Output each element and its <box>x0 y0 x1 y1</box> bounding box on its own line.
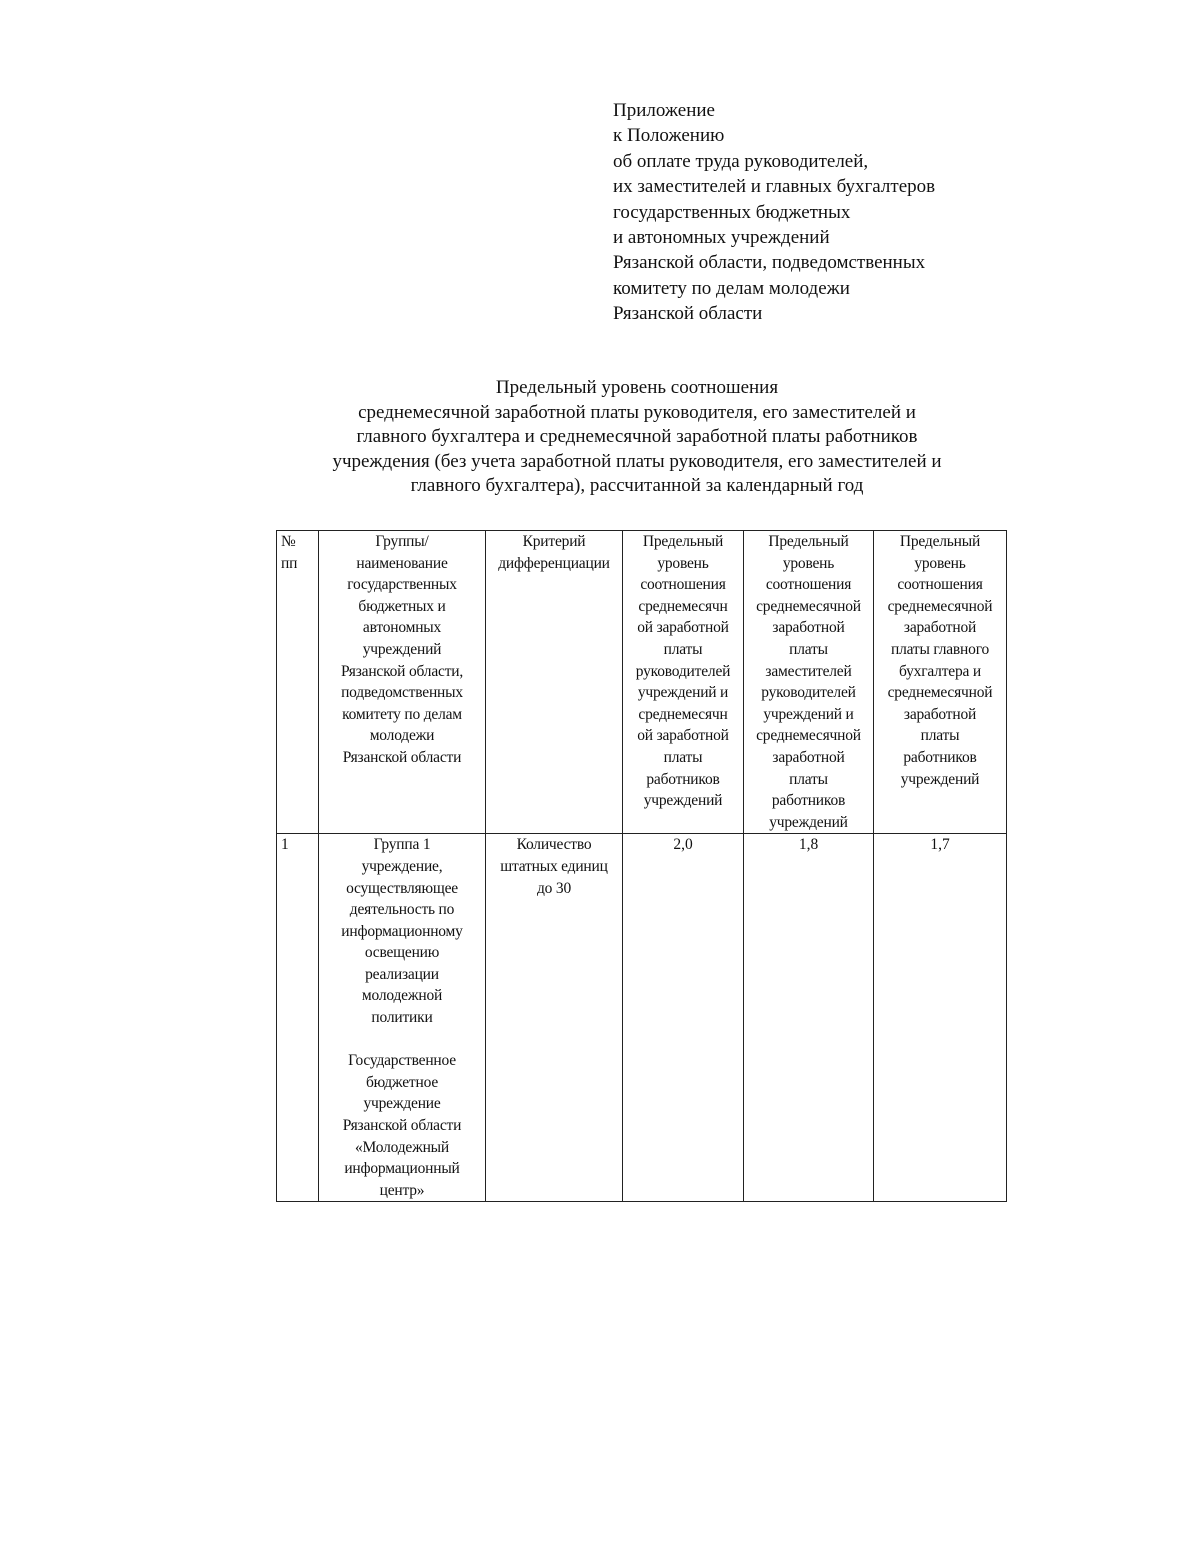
table-row <box>277 834 1007 1202</box>
header-head-ratio: Предельный уровень соотношения среднемесячн ой заработной платы руководителей учреждений и среднемесячн ой заработной платы работников учреждений <box>623 531 744 834</box>
annex-line: Рязанской области <box>613 303 763 325</box>
annex-line: Рязанской области, подведомственных <box>613 252 926 274</box>
annex-reference <box>613 98 935 327</box>
title-line: Предельный уровень соотношения <box>495 377 779 398</box>
row-deputy-ratio: 1,8 <box>744 834 874 1202</box>
row-criterion: Количество штатных единиц до 30 <box>486 834 623 1202</box>
title-line: среднемесячной заработной платы руководителя, его заместителей и <box>358 401 916 423</box>
annex-line: Приложение <box>613 100 715 121</box>
title-line: учреждения (без учета заработной платы руководителя, его заместителей и <box>332 450 942 472</box>
header-criterion: Критерий дифференциации <box>486 531 623 834</box>
annex-line: и автономных учреждений <box>613 227 830 249</box>
annex-line: государственных бюджетных <box>613 201 851 223</box>
row-num: 1 <box>277 834 319 1202</box>
header-group: Группы/ наименование государственных бюджетных и автономных учреждений Рязанской области, подведомственных комитету по делам молодежи Рязанской области <box>319 531 486 834</box>
annex-line: к Положению <box>613 125 725 147</box>
header-num: № пп <box>277 531 319 834</box>
row-head-ratio: 2,0 <box>623 834 744 1202</box>
row-accountant-ratio: 1,7 <box>874 834 1007 1202</box>
document-title <box>230 376 1044 499</box>
title-line: главного бухгалтера), рассчитанной за календарный год <box>410 475 864 497</box>
title-line: главного бухгалтера и среднемесячной заработной платы работников <box>356 426 918 448</box>
ratio-table <box>276 530 1007 1202</box>
header-deputy-ratio: Предельный уровень соотношения среднемесячной заработной платы заместителей руководителей учреждений и среднемесячной заработной платы работников учреждений <box>744 531 874 834</box>
annex-line: комитету по делам молодежи <box>613 277 850 299</box>
header-accountant-ratio: Предельный уровень соотношения среднемесячной заработной платы главного бухгалтера и среднемесячной заработной платы работников учреждений <box>874 531 1007 834</box>
annex-line: их заместителей и главных бухгалтеров <box>613 176 936 198</box>
annex-line: об оплате труда руководителей, <box>613 150 869 172</box>
institution-name: Государственное <box>348 1052 456 1070</box>
row-group: Группа 1 учреждение, осуществляющее деятельность по информационному освещению реализации молодежной политики Государственное бюджетное учреждение Рязанской области «Молодежный информационный центр» <box>319 834 486 1202</box>
table-header-row <box>277 531 1007 834</box>
